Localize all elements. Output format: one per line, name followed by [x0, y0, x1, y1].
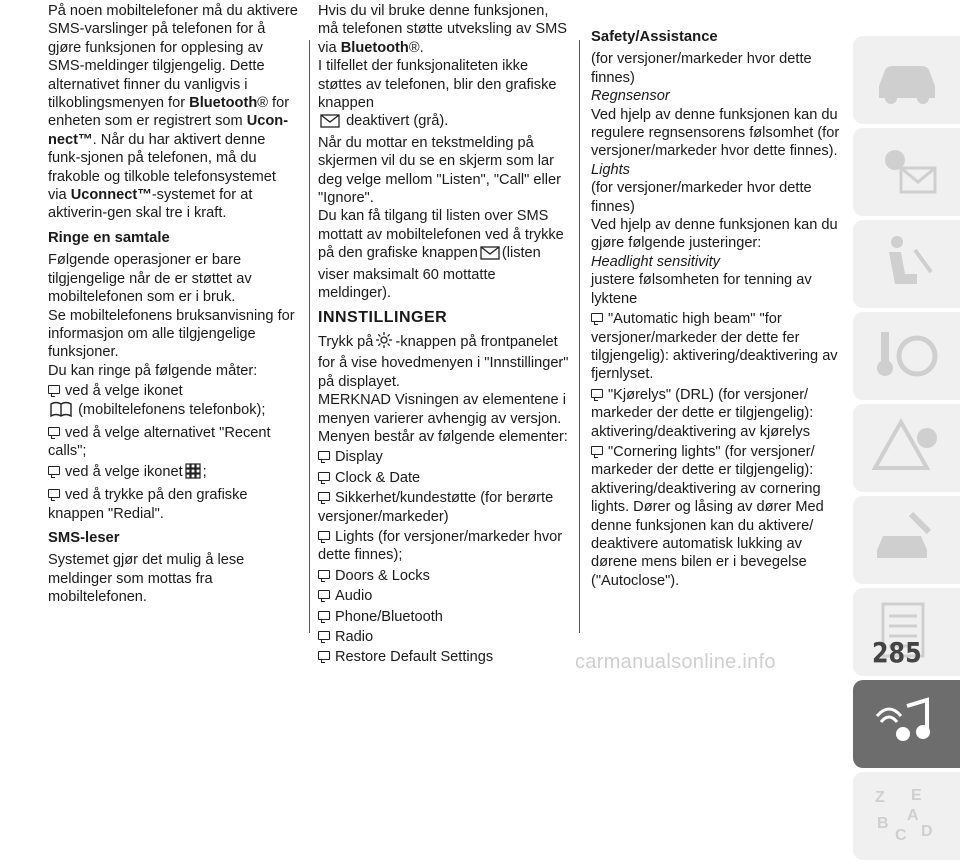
bullet-icon: [48, 489, 60, 498]
rain-sensor-text: Ved hjelp av denne funksjonen kan du regulere regnsensorens følsomhet (for versjoner/markeder hvor dette finnes).: [591, 106, 840, 160]
tab-vehicle[interactable]: [853, 36, 960, 124]
list-item: ved å velge ikonet (mobiltelefonens telefonbok);: [48, 382, 298, 422]
note-paragraph: MERKNAD Visningen av elementene i menyen varierer avhengig av versjon.: [318, 392, 566, 427]
tab-dashboard[interactable]: [853, 128, 960, 216]
multimedia-note-icon: [871, 692, 943, 752]
bullet-icon: [318, 531, 330, 540]
svg-text:Z: Z: [875, 789, 885, 806]
menu-list-item: Audio: [318, 587, 570, 605]
menu-intro: Menyen består av følgende elementer:: [318, 428, 568, 445]
watermark: carmanualsonline.info: [575, 651, 776, 673]
menu-list-item: Lights (for versjoner/markeder hvor dette finnes);: [318, 528, 563, 564]
lights-note: (for versjoner/markeder hvor dette finnes): [591, 180, 812, 215]
bullet-icon: [318, 570, 330, 579]
lights-text: Ved hjelp av denne funksjonen kan du gjøre følgende justeringer:: [591, 217, 838, 252]
svg-text:C: C: [895, 827, 907, 844]
bullet-icon: [318, 611, 330, 620]
settings-bullet-item: "Kjørelys" (DRL) (for versjoner/ markeder der dette er tilgjengelig): aktivering/deaktivering av kjørelys: [591, 386, 814, 440]
menu-list: [318, 448, 570, 666]
menu-list-item: Radio: [318, 628, 570, 646]
call-paragraph-2: Se mobiltelefonens bruksanvisning for informasjon om alle tilgjengelige funksjoner.: [48, 307, 295, 361]
bullet-icon: [318, 492, 330, 501]
warning-triangle-icon: [871, 416, 943, 476]
column-3: [591, 2, 841, 590]
headlight-title: Headlight sensitivity: [591, 253, 720, 270]
light-envelope-icon: [871, 140, 943, 200]
lights-title: Lights: [591, 161, 630, 178]
chapter-tabs: [853, 36, 960, 864]
settings-paragraph: Trykk på -knappen på frontpanelet for å vise hovedmenyen i "Innstillinger" på displayet.: [318, 331, 570, 391]
bullet-icon: [591, 389, 603, 398]
heading-ringe: Ringe en samtale: [48, 229, 170, 246]
bullet-icon: [318, 590, 330, 599]
menu-list-item: Phone/Bluetooth: [318, 608, 570, 626]
settings-bullets: [591, 310, 841, 590]
bullet-icon: [591, 446, 603, 455]
bullet-icon: [48, 466, 60, 475]
call-paragraph-3: Du kan ringe på følgende måter:: [48, 362, 258, 379]
tab-emergency[interactable]: [853, 404, 960, 492]
heading-safety: Safety/Assistance: [591, 29, 718, 45]
column-1: [48, 2, 298, 607]
call-paragraph-1: Følgende operasjoner er bare tilgjengelige når de er støttet av mobiltelefonen som er i bruk.: [48, 252, 252, 306]
column-divider: [579, 40, 580, 633]
settings-bullet-item: "Cornering lights" (for versjoner/ markeder der dette er tilgjengelig): aktivering/deaktivering av cornering lights. Dører og låsing av dører Med denne funksjonen kan du aktivere/ deaktivere automatisk lukking av dørene mens bilen er i bevegelse ("Autoclose").: [591, 443, 824, 589]
menu-list-item: Restore Default Settings: [318, 648, 570, 666]
column-divider: [309, 40, 310, 633]
svg-text:E: E: [911, 787, 922, 804]
list-item: ved å velge alternativet "Recent calls";: [48, 424, 271, 460]
bullet-icon: [48, 385, 60, 394]
unsupported-paragraph: I tilfellet der funksjonaliteten ikke støttes av telefonen, blir den grafiske knappen deaktivert (grå).: [318, 57, 570, 134]
message-list-icon: [480, 246, 500, 265]
safety-note: (for versjoner/markeder hvor dette finnes): [591, 51, 812, 86]
menu-list-item: Doors & Locks: [318, 567, 570, 585]
bullet-icon: [48, 427, 60, 436]
bullet-icon: [318, 451, 330, 460]
sms-support-paragraph: Hvis du vil bruke denne funksjonen, må telefonen støtte utveksling av SMS via Bluetooth®.: [318, 3, 568, 56]
list-item: ved å trykke på den grafiske knappen "Redial".: [48, 487, 248, 522]
settings-bullet-item: "Automatic high beam" "for versjoner/markeder der dette fer tilgjengelig): aktivering/deaktivering av fjernlyset.: [591, 311, 838, 383]
bullet-icon: [318, 631, 330, 640]
column-2: [318, 2, 570, 667]
sms-paragraph: Systemet gjør det mulig å lese meldinger som mottas fra mobiltelefonen.: [48, 552, 245, 606]
phonebook-icon: [50, 401, 72, 422]
car-icon: [871, 48, 943, 108]
heading-sms: SMS-leser: [48, 529, 120, 546]
alphabet-index-icon: [871, 784, 943, 844]
incoming-sms-paragraph: Når du mottar en tekstmelding på skjermen vil du se en skjerm som lar deg velge mellom "Listen", "Call" eller "Ignore".: [318, 134, 561, 207]
settings-gear-icon: [375, 331, 393, 354]
headlight-text: justere følsomheten for tenning av lyktene: [591, 272, 812, 307]
tab-maintenance[interactable]: [853, 496, 960, 584]
menu-list-item: Clock & Date: [318, 469, 570, 487]
page-number: 285: [872, 636, 922, 669]
key-wheel-icon: [871, 324, 943, 384]
bullet-icon: [591, 313, 603, 322]
svg-text:B: B: [877, 815, 889, 832]
keypad-icon: [185, 463, 201, 484]
tab-index[interactable]: [853, 772, 960, 860]
bullet-icon: [318, 651, 330, 660]
menu-list-item: Sikkerhet/kundestøtte (for berørte versjoner/markeder): [318, 490, 554, 525]
svg-text:D: D: [921, 823, 933, 840]
message-icon: [320, 114, 340, 133]
intro-paragraph: På noen mobiltelefoner må du aktivere SMS-varslinger på telefonen for å gjøre funksjonen for opplesing av SMS-meldinger tilgjengelig. Dette alternativet finner du vanligvis i tilkoblingsmenyen for Bluetooth® for enheten som er registrert som Ucon-nect™. Når du har aktivert denne funk-sjonen på telefonen, må du frakoble og tilkoble telefonsystemet via Uconnect™-systemet for at aktiverin-gen skal tre i kraft.: [48, 3, 298, 222]
svg-text:A: A: [907, 807, 919, 824]
menu-list-item: Display: [318, 448, 570, 466]
heading-innstillinger: INNSTILLINGER: [318, 308, 448, 326]
bullet-icon: [318, 472, 330, 481]
seat-airbag-icon: [871, 232, 943, 292]
tab-safety[interactable]: [853, 220, 960, 308]
list-item: ved å velge ikonet ;: [48, 463, 298, 484]
wrench-car-icon: [871, 508, 943, 568]
sms-list-paragraph: Du kan få tilgang til listen over SMS mottatt av mobiltelefonen ved å trykke på den grafiske knappen (listen viser maksimalt 60 mottatte meldinger).: [318, 208, 564, 302]
tab-multimedia[interactable]: [853, 680, 960, 768]
tab-starting[interactable]: [853, 312, 960, 400]
rain-sensor-title: Regnsensor: [591, 88, 670, 105]
